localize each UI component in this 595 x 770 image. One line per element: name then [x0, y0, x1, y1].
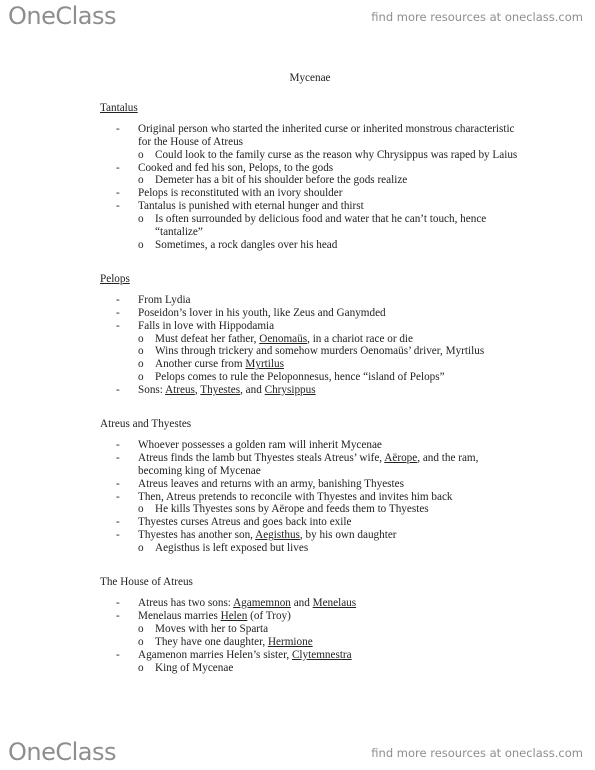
- list-item: - Thyestes curses Atreus and goes back into exile: [100, 516, 520, 529]
- text-run: They have one daughter,: [155, 635, 268, 648]
- text-run: Agamenon marries Helen’s sister,: [138, 648, 292, 661]
- page-header: [0, 0, 595, 36]
- text-run: and: [290, 597, 313, 609]
- sub-list-item: o Sometimes, a rock dangles over his head: [138, 239, 520, 252]
- sub-list: [138, 623, 520, 649]
- text-run: Thyestes has another son,: [138, 529, 256, 542]
- oneclass-logo[interactable]: OneClass: [8, 2, 117, 30]
- section-title-atreus-thyestes: Atreus and Thyestes: [100, 418, 192, 431]
- list-item: [100, 384, 520, 397]
- sub-list: [138, 503, 520, 516]
- list-item-text: Original person who started the inherited curse or inherited monstrous characteristic for the House of Atreus: [138, 122, 515, 148]
- text-run: , and: [240, 384, 265, 397]
- sub-list-item: [138, 636, 520, 649]
- list-item: [100, 491, 520, 517]
- text-run: Atreus finds the lamb but Thyestes steals Atreus’ wife,: [138, 451, 385, 464]
- list-item: [100, 529, 520, 555]
- sub-list: [138, 333, 520, 385]
- sub-list: [138, 174, 520, 187]
- list-item: - Poseidon’s lover in his youth, like Zeus and Ganymded: [100, 307, 520, 320]
- underlined-name: Oenomaüs: [259, 332, 308, 345]
- text-run: Must defeat her father,: [155, 332, 260, 345]
- underlined-name: Clytemnestra: [291, 648, 352, 661]
- list-item: - Atreus leaves and returns with an army, banishing Thyestes: [100, 478, 520, 491]
- list-item-text: Then, Atreus pretends to reconcile with Thyestes and invites him back: [138, 490, 453, 503]
- sub-list-item: [138, 333, 520, 346]
- sub-list-item: o Is often surrounded by delicious food and water that he can’t touch, hence “tantalize”: [138, 213, 520, 239]
- footer-tagline[interactable]: find more resources at oneclass.com: [371, 746, 583, 760]
- document-body: [100, 60, 520, 687]
- underlined-name: Aegisthus: [255, 529, 300, 542]
- underlined-name: Chrysippus: [264, 384, 316, 397]
- atreus-thyestes-list: [100, 439, 520, 555]
- list-item-text: Falls in love with Hippodamia: [138, 319, 275, 332]
- underlined-name: Aërope: [384, 451, 418, 464]
- list-item: [100, 649, 520, 675]
- text-run: (of Troy): [247, 609, 291, 622]
- underlined-name: Menelaus: [312, 597, 357, 609]
- list-item: - Pelops is reconstituted with an ivory shoulder: [100, 187, 520, 200]
- text-run: , and the ram, becoming king of Mycenae: [138, 451, 479, 477]
- sub-list: [138, 662, 520, 675]
- list-item: [100, 610, 520, 649]
- pelops-list: [100, 294, 520, 397]
- list-item: - Whoever possesses a golden ram will inherit Mycenae: [100, 439, 520, 452]
- list-item: [100, 162, 520, 188]
- sub-list-item: o Demeter has a bit of his shoulder before the gods realize: [138, 174, 520, 187]
- sub-list-item: [138, 358, 520, 371]
- sub-list-item: o He kills Thyestes sons by Aërope and feeds them to Thyestes: [138, 503, 520, 516]
- sub-list-item: o Moves with her to Sparta: [138, 623, 520, 636]
- sub-list: [138, 149, 520, 162]
- sub-list: [138, 542, 520, 555]
- underlined-name: Agamemnon: [233, 597, 291, 609]
- sub-list-item: o Could look to the family curse as the reason why Chrysippus was raped by Laius: [138, 149, 520, 162]
- text-run: , by his own daughter: [299, 529, 397, 542]
- text-run: ,: [194, 384, 201, 397]
- list-item: - From Lydia: [100, 294, 520, 307]
- section-title-pelops: Pelops: [100, 272, 130, 285]
- list-item: [100, 123, 520, 162]
- underlined-name: Atreus: [165, 384, 195, 397]
- text-run: Menelaus marries: [138, 609, 221, 622]
- sub-list-item: o Pelops comes to rule the Peloponnesus, hence “island of Pelops”: [138, 371, 520, 384]
- text-run: Atreus has two sons:: [138, 597, 234, 609]
- text-run: Another curse from: [155, 358, 246, 371]
- document-title: Mycenae: [289, 72, 331, 84]
- sub-list-item: o Wins through trickery and somehow murders Oenomaüs’ driver, Myrtilus: [138, 345, 520, 358]
- text-run: Sons:: [138, 384, 166, 397]
- section-title-tantalus: Tantalus: [100, 101, 138, 114]
- underlined-name: Thyestes: [200, 384, 241, 397]
- list-item-text: Cooked and fed his son, Pelops, to the gods: [138, 161, 334, 174]
- header-tagline[interactable]: find more resources at oneclass.com: [371, 10, 583, 24]
- sub-list-item: o Aegisthus is left exposed but lives: [138, 542, 520, 555]
- sub-list-item: o King of Mycenae: [138, 662, 520, 675]
- list-item-text: Tantalus is punished with eternal hunger and thirst: [138, 200, 364, 213]
- list-item: [100, 597, 520, 610]
- oneclass-logo[interactable]: OneClass: [8, 738, 117, 766]
- underlined-name: Helen: [220, 609, 248, 622]
- text-run: , in a chariot race or die: [307, 332, 414, 345]
- underlined-name: Myrtilus: [245, 358, 284, 371]
- list-item: [100, 320, 520, 385]
- list-item: [100, 452, 520, 478]
- section-title-house-of-atreus: The House of Atreus: [100, 576, 193, 589]
- underlined-name: Hermione: [267, 635, 313, 648]
- list-item: [100, 200, 520, 252]
- page-footer: [0, 734, 595, 770]
- tantalus-list: [100, 123, 520, 252]
- sub-list: [138, 213, 520, 252]
- house-atreus-list: [100, 597, 520, 674]
